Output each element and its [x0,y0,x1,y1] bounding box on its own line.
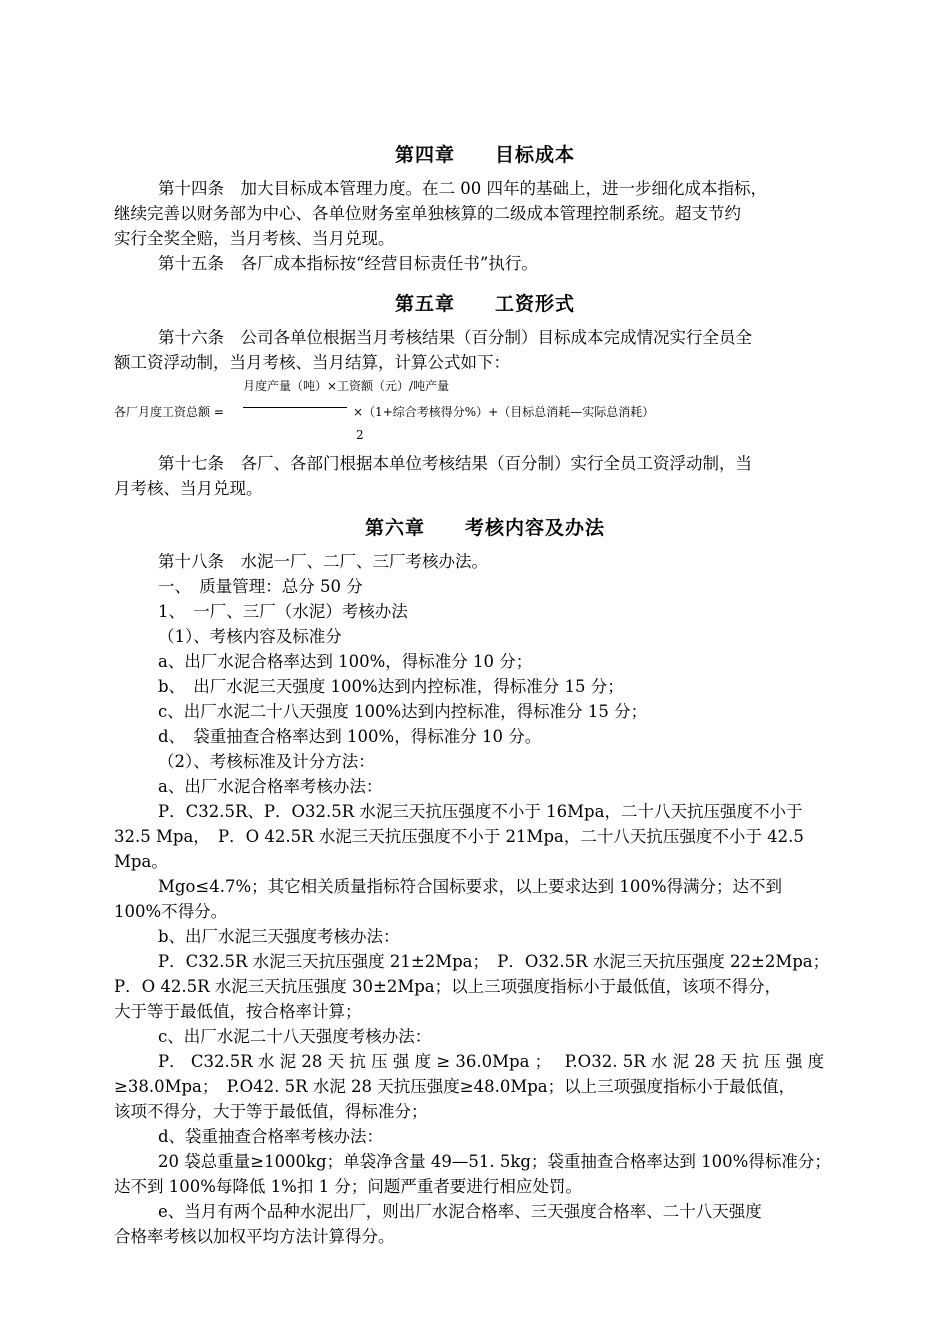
article-18: 第十八条 水泥一厂、二厂、三厂考核办法。 [158,552,488,571]
article-17-line-2: 月考核、当月兑现。 [114,479,263,498]
article-15: 第十五条 各厂成本指标按“经营目标责任书”执行。 [158,254,538,273]
method-b-line-3: 大于等于最低值，按合格率计算； [114,1002,362,1021]
method-e-line-2: 合格率考核以加权平均方法计算得分。 [114,1227,395,1246]
item-c: c、出厂水泥二十八天强度 100%达到内控标准，得标准分 15 分； [158,702,648,721]
method-a-para1-line-1: P．C32.5R、P．O32.5R 水泥三天抗压强度不小于 16Mpa，二十八天抗压强度不小于 [158,802,803,821]
method-a-heading: a、出厂水泥合格率考核办法： [158,777,383,796]
formula-numerator: 月度产量（吨）×工资额（元）/吨产量 [243,379,450,393]
method-e-line-1: e、当月有两个品种水泥出厂，则出厂水泥合格率、三天强度合格率、二十八天强度 [158,1202,762,1221]
method-b-heading: b、出厂水泥三天强度考核办法： [158,927,400,946]
method-a-para2-line-1: Mgo≤4.7%；其它相关质量指标符合国标要求，以上要求达到 100%得满分；达不到 [158,877,783,896]
method-c-line-3: 该项不得分，大于等于最低值，得标准分； [114,1102,428,1121]
item-b: b、 出厂水泥三天强度 100%达到内控标准，得标准分 15 分； [158,677,624,696]
method-c-line-1: P． C32.5R 水 泥 28 天 抗 压 强 度 ≥ 36.0Mpa ； P.O32. 5R 水 泥 28 天 抗 压 强 度 [158,1052,825,1071]
method-d-line-1: 20 袋总重量≥1000kg；单袋净含量 49—51. 5kg；袋重抽查合格率达到 100%得标准分； [158,1152,831,1171]
section-1-1: 1、 一厂、三厂（水泥）考核办法 [158,602,408,621]
method-c-heading: c、出厂水泥二十八天强度考核办法： [158,1027,432,1046]
method-b-line-2: P．O 42.5R 水泥三天抗压强度 30±2Mpa；以上三项强度指标小于最低值，该项不得分， [114,977,782,996]
chapter-4-title: 第四章 目标成本 [394,144,575,166]
formula-denominator: 2 [356,428,364,442]
article-16-line-1: 第十六条 公司各单位根据当月考核结果（百分制）目标成本完成情况实行全员全 [158,328,752,347]
chapter-6-title: 第六章 考核内容及办法 [364,517,605,539]
method-a-para1-line-2: 32.5 Mpa， P．O 42.5R 水泥三天抗压强度不小于 21Mpa，二十八天抗压强度不小于 42.5 [114,827,804,846]
section-1-1-1: （1）、考核内容及标准分 [158,627,342,646]
article-17-line-1: 第十七条 各厂、各部门根据本单位考核结果（百分制）实行全员工资浮动制，当 [158,454,752,473]
method-b-line-1: P．C32.5R 水泥三天抗压强度 21±2Mpa； P．O32.5R 水泥三天抗压强度 22±2Mpa； [158,952,830,971]
item-a: a、出厂水泥合格率达到 100%，得标准分 10 分； [158,652,533,671]
article-16-line-2: 额工资浮动制，当月考核、当月结算，计算公式如下： [114,353,510,372]
item-d: d、 袋重抽查合格率达到 100%，得标准分 10 分。 [158,727,542,746]
chapter-5-title: 第五章 工资形式 [394,293,575,315]
article-14-line-3: 实行全奖全赔，当月考核、当月兑现。 [114,229,395,248]
article-14-line-2: 继续完善以财务部为中心、各单位财务室单独核算的二级成本管理控制系统。超支节约 [114,204,741,223]
method-d-heading: d、袋重抽查合格率考核办法： [158,1127,384,1146]
method-a-para1-line-3: Mpa。 [114,852,168,871]
formula-fraction-bar [243,407,347,408]
method-c-line-2: ≥38.0Mpa； P.O42. 5R 水泥 28 天抗压强度≥48.0Mpa；以上三项强度指标小于最低值， [114,1077,796,1096]
article-14-line-1: 第十四条 加大目标成本管理力度。在二 00 四年的基础上，进一步细化成本指标， [158,179,767,198]
method-a-para2-line-2: 100%不得分。 [114,902,228,921]
formula-rhs: ×（1+综合考核得分%）+（目标总消耗—实际总消耗） [353,405,655,419]
section-1-1-2: （2）、考核标准及计分方法： [158,752,375,771]
formula-lhs: 各厂月度工资总额 = [114,405,224,419]
section-1: 一、 质量管理：总分 50 分 [158,577,363,596]
method-d-line-2: 达不到 100%每降低 1%扣 1 分；问题严重者要进行相应处罚。 [114,1177,582,1196]
